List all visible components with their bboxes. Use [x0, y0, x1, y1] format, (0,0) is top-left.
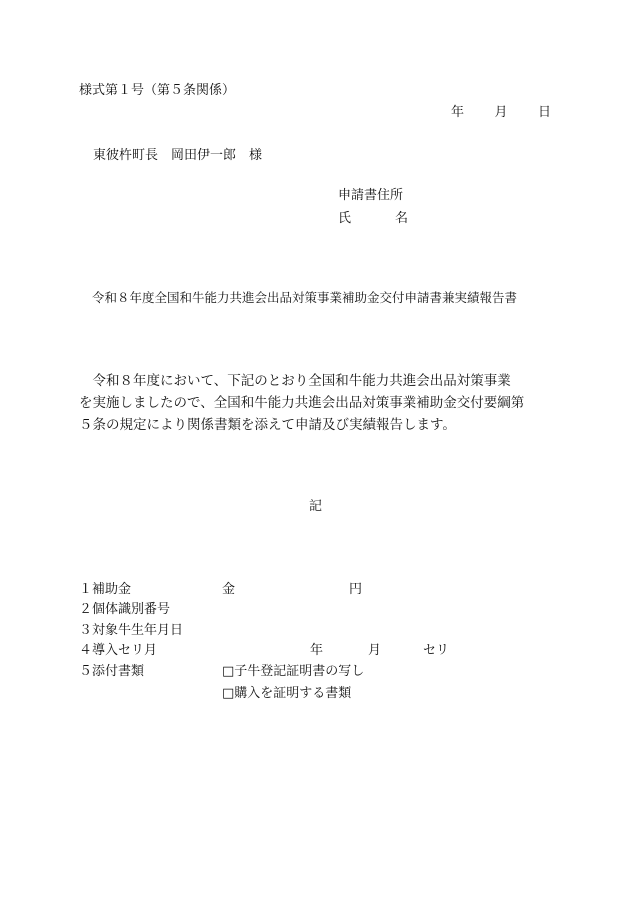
- applicant-name-label: [338, 207, 408, 226]
- auction-seri-label: セリ: [423, 643, 450, 658]
- item-auction-label: ４導入セリ月: [79, 643, 158, 658]
- subsidy-currency-prefix: 金: [222, 582, 236, 597]
- applicant-name-char-2: 名: [394, 211, 408, 226]
- attachment-option-1[interactable]: □子牛登記証明書の写し: [222, 664, 365, 679]
- body-line-2: を実施しましたので、全国和牛能力共進会出品対策事業補助金交付要綱第: [79, 395, 525, 411]
- subsidy-unit: 円: [349, 582, 363, 597]
- date-year-label: 年: [451, 105, 465, 120]
- item-subsidy-label: １補助金: [79, 582, 132, 597]
- body-text: [79, 370, 561, 436]
- document-title: 令和８年度全国和牛能力共進会出品対策事業補助金交付申請書兼実績報告書: [92, 290, 518, 305]
- applicant-address-label: 申請書住所: [338, 188, 404, 203]
- auction-year-label: 年: [310, 643, 324, 658]
- item-birthdate-label: ３対象牛生年月日: [79, 623, 184, 638]
- form-number: 様式第１号（第５条関係）: [79, 83, 236, 98]
- ki-marker: 記: [309, 499, 323, 514]
- recipient: 東彼杵町長 岡田伊一郎 様: [93, 148, 263, 163]
- date-day-label: 日: [537, 105, 551, 120]
- date-month-label: 月: [494, 105, 508, 120]
- attachment-option-2[interactable]: □購入を証明する書類: [222, 686, 352, 701]
- applicant-name-char-1: 氏: [338, 211, 352, 226]
- item-id-number-label: ２個体識別番号: [79, 602, 171, 617]
- auction-month-label: 月: [368, 643, 382, 658]
- date-line: [451, 101, 551, 120]
- item-attachments-label: ５添付書類: [79, 664, 145, 679]
- body-line-1: 令和８年度において、下記のとおり全国和牛能力共進会出品対策事業: [92, 373, 511, 389]
- body-line-3: ５条の規定により関係書類を添えて申請及び実績報告します。: [79, 417, 456, 433]
